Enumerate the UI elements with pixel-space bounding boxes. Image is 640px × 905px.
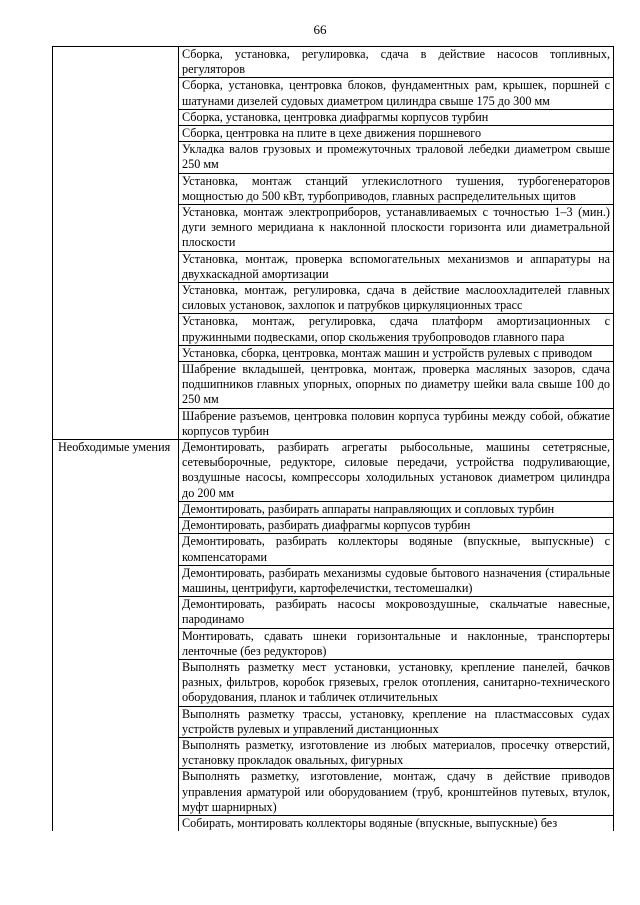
section-label [53,47,179,440]
table-cell: Укладка валов грузовых и промежуточных траловой лебедки диаметром свыше 250 мм [179,142,614,173]
table-cell: Установка, монтаж электроприборов, устанавливаемых с точностью 1–3 (мин.) дуги земного меридиана к наклонной плоскости горизонта или диаметральной плоскости [179,205,614,252]
table-cell: Установка, сборка, центровка, монтаж машин и устройств рулевых с приводом [179,345,614,361]
section-label: Необходимые умения [53,440,179,832]
table-cell: Установка, монтаж, регулировка, сдача платформ амортизационных с пружинными подвесками, опор скольжения трубопроводов главного пара [179,314,614,345]
table-cell: Установка, монтаж станций углекислотного тушения, турбогенераторов мощностью до 500 кВт, турбоприводов, главных распределительных щитов [179,173,614,204]
table-cell: Сборка, установка, регулировка, сдача в действие насосов топливных, регуляторов [179,47,614,78]
table-cell: Сборка, центровка на плите в цехе движения поршневого [179,126,614,142]
table-cell: Демонтировать, разбирать диафрагмы корпусов турбин [179,518,614,534]
table-row [53,47,614,78]
table-cell: Выполнять разметку, изготовление из любых материалов, просечку отверстий, установку прокладок овальных, фигурных [179,737,614,768]
table-cell: Сборка, установка, центровка диафрагмы корпусов турбин [179,109,614,125]
table-cell: Установка, монтаж, проверка вспомогательных механизмов и аппаратуры на двухкаскадной амортизации [179,251,614,282]
table-row [53,440,614,502]
table-cell: Демонтировать, разбирать насосы мокровоздушные, скальчатые навесные, пародинамо [179,597,614,628]
table-cell: Шабрение разъемов, центровка половин корпуса турбины между собой, обжатие корпусов турбин [179,408,614,439]
table-cell: Демонтировать, разбирать коллекторы водяные (впускные, выпускные) с компенсаторами [179,534,614,565]
page-number: 66 [313,22,327,37]
table-cell: Шабрение вкладышей, центровка, монтаж, проверка масляных зазоров, сдача подшипников главных упорных, опорных по диаметру шейки вала свыше 100 до 250 мм [179,362,614,409]
table-cell: Монтировать, сдавать шнеки горизонтальные и наклонные, транспортеры ленточные (без редукторов) [179,628,614,659]
table-cell: Демонтировать, разбирать агрегаты рыбосольные, машины сететрясные, сетевыборочные, редукторе, силовые передачи, устройства подруливающие, воздушные насосы, компрессоры холодильных установок диаметром цилиндра до 200 мм [179,440,614,502]
table-cell: Демонтировать, разбирать механизмы судовые бытового назначения (стиральные машины, центрифуги, картофелечистки, тестомешалки) [179,565,614,596]
skills-table [52,46,614,831]
table-cell: Выполнять разметку трассы, установку, крепление на пластмассовых судах устройств рулевых и управлений дистанционных [179,706,614,737]
table-cell: Выполнять разметку, изготовление, монтаж, сдачу в действие приводов управления арматурой или оборудованием (труб, кронштейнов путевых, втулок, муфт шарнирных) [179,769,614,816]
table-cell: Сборка, установка, центровка блоков, фундаментных рам, крышек, поршней с шатунами дизелей судовых диаметром цилиндра свыше 175 до 300 мм [179,78,614,109]
table-cell: Установка, монтаж, регулировка, сдача в действие маслоохладителей главных силовых установок, захлопок и патрубков циркуляционных трасс [179,283,614,314]
table-cell: Выполнять разметку мест установки, установку, крепление панелей, бачков разных, фильтров, коробок грязевых, грелок отопления, санитарно-технического оборудования, планок и табличек отличительных [179,659,614,706]
table-cell: Демонтировать, разбирать аппараты направляющих и сопловых турбин [179,501,614,517]
table-cell: Собирать, монтировать коллекторы водяные (впускные, выпускные) без [179,815,614,831]
